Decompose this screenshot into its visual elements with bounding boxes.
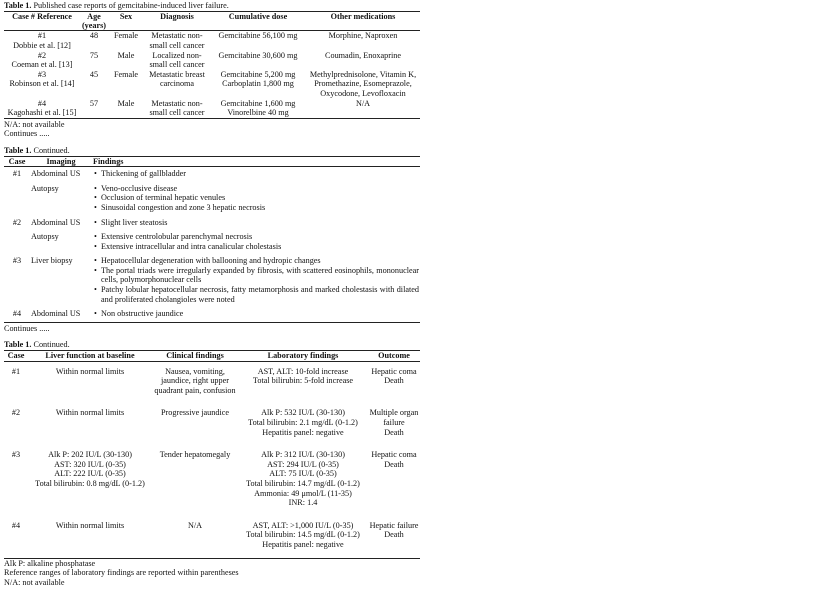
baseline-cell	[28, 361, 152, 403]
clinical-cell	[152, 445, 238, 516]
header-findings: Findings	[93, 156, 124, 166]
header-outcome: Outcome	[378, 351, 410, 361]
text-line: Total bilirubin: 5-fold increase	[252, 376, 354, 386]
laboratory-cell	[238, 516, 368, 558]
header-other-medications: Other medications	[330, 12, 396, 21]
finding-item: • Patchy lobular hepatocellular necrosis, fatty metamorphosis and marked cholestasis with dilated and proliferated cholangioles were noted	[93, 285, 419, 304]
text-line: Tender hepatomegaly	[159, 450, 231, 460]
table1-header-row	[4, 12, 420, 31]
baseline-cell	[28, 516, 152, 558]
imaging-cell: Autopsy	[31, 232, 59, 242]
header-case: Case	[7, 351, 25, 361]
findings-list	[93, 309, 419, 319]
findings-cell	[92, 182, 420, 216]
header-sex: Sex	[119, 12, 133, 21]
baseline-cell	[28, 403, 152, 445]
header-diagnosis: Diagnosis	[160, 12, 194, 21]
text-line: Multiple organ failure	[369, 408, 419, 428]
finding-item: • The portal triads were irregularly expanded by fibrosis, with scattered eosinophils, mononuclear cells, polymorphonuclear cells	[93, 266, 419, 285]
case-cell	[4, 182, 30, 216]
dose-cell: Gemcitabine 5,200 mg Carboplatin 1,800 mg	[220, 69, 296, 89]
case-reference-cell	[4, 51, 80, 70]
text-line: AST: 320 IU/L (0-35)	[54, 459, 126, 469]
text-line: AST, ALT: >1,000 IU/L (0-35)	[252, 520, 354, 530]
laboratory-cell	[238, 361, 368, 403]
laboratory-cell	[238, 445, 368, 516]
text-line: Death	[384, 530, 404, 540]
table-row	[4, 51, 420, 70]
text-line: Alk P: 532 IU/L (30-130)	[261, 408, 345, 418]
text-line: Death	[384, 427, 404, 437]
finding-item: • Sinusoidal congestion and zone 3 hepatic necrosis	[93, 203, 419, 213]
text-line: AST, ALT: 10-fold increase	[257, 366, 349, 376]
findings-cell	[92, 167, 420, 182]
laboratory-cell	[238, 403, 368, 445]
clinical-cell	[152, 403, 238, 445]
case-cell: #4	[11, 520, 21, 530]
imaging-cell: Abdominal US	[31, 169, 81, 179]
table-row	[4, 307, 420, 322]
text-line: Alk P: 202 IU/L (30-130)	[48, 450, 132, 460]
findings-list	[93, 256, 419, 304]
dose-cell: Gemcitabine 1,600 mg Vinorelbine 40 mg	[220, 98, 296, 118]
text-line: Hepatitis panel: negative	[262, 539, 344, 549]
text-line: Total bilirubin: 0.8 mg/dL (0-1.2)	[35, 479, 145, 488]
imaging-cell: Autopsy	[31, 183, 59, 193]
header-cumulative-dose: Cumulative dose	[228, 12, 288, 21]
reference: Kagohashi et al. [15]	[7, 108, 77, 118]
medications-cell: Morphine, Naproxen	[328, 31, 398, 41]
header-case: Case	[8, 156, 26, 166]
table1-footnote-na: N/A: not available	[4, 119, 65, 129]
findings-list	[93, 184, 419, 213]
text-line: Hepatic coma	[371, 366, 417, 376]
text-line: Hepatic coma	[371, 450, 417, 460]
table-row	[4, 230, 420, 254]
header-imaging: Imaging	[46, 156, 76, 166]
findings-cell	[92, 307, 420, 322]
table-row	[4, 254, 420, 307]
dose-cell: Gemcitabine 30,600 mg	[218, 50, 298, 60]
text-line: Within normal limits	[55, 408, 125, 418]
table-row	[4, 516, 420, 558]
table3-footnotes	[4, 559, 422, 588]
age-cell: 75	[89, 50, 99, 60]
text-line: Within normal limits	[55, 366, 125, 376]
text-line: Total bilirubin: 14.5 mg/dL (0-1.2)	[246, 530, 360, 540]
case-cell	[4, 230, 30, 254]
text-line: Death	[384, 376, 404, 386]
table2-header-row	[4, 156, 420, 166]
header-liver-function: Liver function at baseline	[45, 351, 135, 361]
table-row	[4, 216, 420, 231]
finding-item: • Hepatocellular degeneration with ballooning and hydropic changes	[93, 256, 419, 266]
clinical-cell	[152, 361, 238, 403]
table2-caption: Table 1. Continued.	[4, 145, 70, 155]
table1	[4, 11, 420, 119]
table3-header-row	[4, 351, 420, 361]
table-row	[4, 182, 420, 216]
dose-cell: Gemcitabine 56,100 mg	[218, 31, 298, 41]
table2-footnote-continues: Continues .....	[4, 323, 50, 333]
text-line: Alk P: 312 IU/L (30-130)	[261, 450, 345, 460]
finding-item: • Veno-occlusive disease	[93, 184, 419, 194]
text-line: Progressive jaundice	[161, 408, 229, 418]
case-reference-cell	[4, 99, 80, 119]
text-line: N/A	[187, 520, 203, 530]
outcome-cell	[368, 516, 420, 558]
table3-footnote: Alk P: alkaline phosphatase	[4, 558, 96, 568]
case-cell: #2	[11, 408, 21, 418]
age-cell: 57	[89, 98, 99, 108]
diagnosis-cell: Localized non-small cell cancer	[149, 50, 205, 70]
case-number: #2	[37, 50, 47, 60]
sex-cell: Male	[117, 98, 135, 108]
reference: Robinson et al. [14]	[9, 79, 75, 89]
text-line: ALT: 75 IU/L (0-35)	[269, 469, 337, 479]
finding-item: • Extensive intracellular and intra canalicular cholestasis	[93, 242, 419, 252]
text-line: Hepatic failure	[369, 520, 419, 530]
table-row	[4, 167, 420, 182]
case-cell: #3	[12, 256, 22, 266]
text-line: ALT: 222 IU/L (0-35)	[54, 469, 126, 479]
sex-cell: Male	[117, 50, 135, 60]
findings-cell	[92, 230, 420, 254]
table-row	[4, 445, 420, 516]
diagnosis-cell: Metastatic non-small cell cancer	[149, 98, 205, 118]
case-cell: #1	[11, 366, 21, 376]
findings-list	[93, 232, 419, 251]
medications-cell: Coumadin, Enoxaprine	[325, 50, 401, 60]
text-line: Within normal limits	[55, 520, 125, 530]
case-number: #3	[37, 69, 47, 79]
case-cell: #3	[11, 450, 21, 460]
table-row	[4, 31, 420, 51]
header-age: Age (years)	[81, 12, 107, 31]
finding-item: • Occlusion of terminal hepatic venules	[93, 193, 419, 203]
imaging-cell: Liver biopsy	[31, 256, 73, 266]
findings-list	[93, 169, 419, 179]
text-line: Ammonia: 49 μmol/L (11-35)	[254, 488, 352, 498]
table-row	[4, 403, 420, 445]
case-reference-cell	[4, 31, 80, 51]
age-cell: 45	[89, 69, 99, 79]
findings-cell	[92, 254, 420, 307]
case-reference-cell	[4, 70, 80, 99]
table-row	[4, 99, 420, 119]
medications-cell: N/A	[355, 98, 371, 108]
header-clinical-findings: Clinical findings	[166, 351, 224, 361]
finding-item: • Thickening of gallbladder	[93, 169, 419, 179]
reference: Coeman et al. [13]	[11, 60, 73, 70]
outcome-cell	[368, 403, 420, 445]
header-case-reference: Case # Reference	[12, 12, 72, 21]
reference: Dobbie et al. [12]	[13, 41, 71, 50]
finding-item: • Extensive centrolobular parenchymal necrosis	[93, 232, 419, 242]
case-number: #1	[37, 31, 47, 41]
text-line: Death	[384, 459, 404, 469]
outcome-cell	[368, 361, 420, 403]
findings-list	[93, 218, 419, 228]
clinical-cell	[152, 516, 238, 558]
medications-cell: Methylprednisolone, Vitamin K, Promethazine, Esomeprazole, Oxycodone, Levofloxacin	[309, 69, 417, 98]
findings-cell	[92, 216, 420, 231]
table3-footnote: Reference ranges of laboratory findings are reported within parentheses	[4, 568, 239, 578]
sex-cell: Female	[113, 69, 139, 79]
case-cell: #1	[12, 169, 22, 179]
table-row	[4, 70, 420, 99]
document	[4, 1, 422, 587]
text-line: Total bilirubin: 14.7 mg/dL (0-1.2)	[246, 479, 360, 488]
table3-footnote: N/A: not available	[4, 577, 65, 587]
age-cell: 48	[89, 31, 99, 41]
finding-item: • Non obstructive jaundice	[93, 309, 419, 319]
imaging-cell: Abdominal US	[31, 217, 81, 227]
diagnosis-cell: Metastatic non-small cell cancer	[149, 31, 205, 50]
table2	[4, 156, 420, 323]
finding-item: • Slight liver steatosis	[93, 218, 419, 228]
outcome-cell	[368, 445, 420, 516]
table-row	[4, 361, 420, 403]
table3-caption: Table 1. Continued.	[4, 340, 70, 350]
baseline-cell	[28, 445, 152, 516]
table3	[4, 350, 420, 558]
table1-caption: Table 1. Published case reports of gemcitabine-induced liver failure.	[4, 1, 229, 10]
case-cell: #4	[12, 309, 22, 319]
text-line: AST: 294 IU/L (0-35)	[267, 459, 339, 469]
diagnosis-cell: Metastatic breast carcinoma	[149, 69, 205, 89]
case-number: #4	[37, 98, 47, 108]
text-line: Hepatitis panel: negative	[262, 427, 344, 437]
header-laboratory-findings: Laboratory findings	[267, 351, 339, 361]
text-line: INR: 1.4	[288, 498, 318, 508]
table1-footnote-continues: Continues .....	[4, 129, 50, 139]
text-line: Nausea, vomiting, jaundice, right upper quadrant pain, confusion	[154, 366, 236, 395]
case-cell: #2	[12, 217, 22, 227]
imaging-cell: Abdominal US	[31, 309, 81, 319]
text-line: Total bilirubin: 2.1 mg/dL (0-1.2)	[248, 418, 358, 428]
sex-cell: Female	[113, 31, 139, 41]
